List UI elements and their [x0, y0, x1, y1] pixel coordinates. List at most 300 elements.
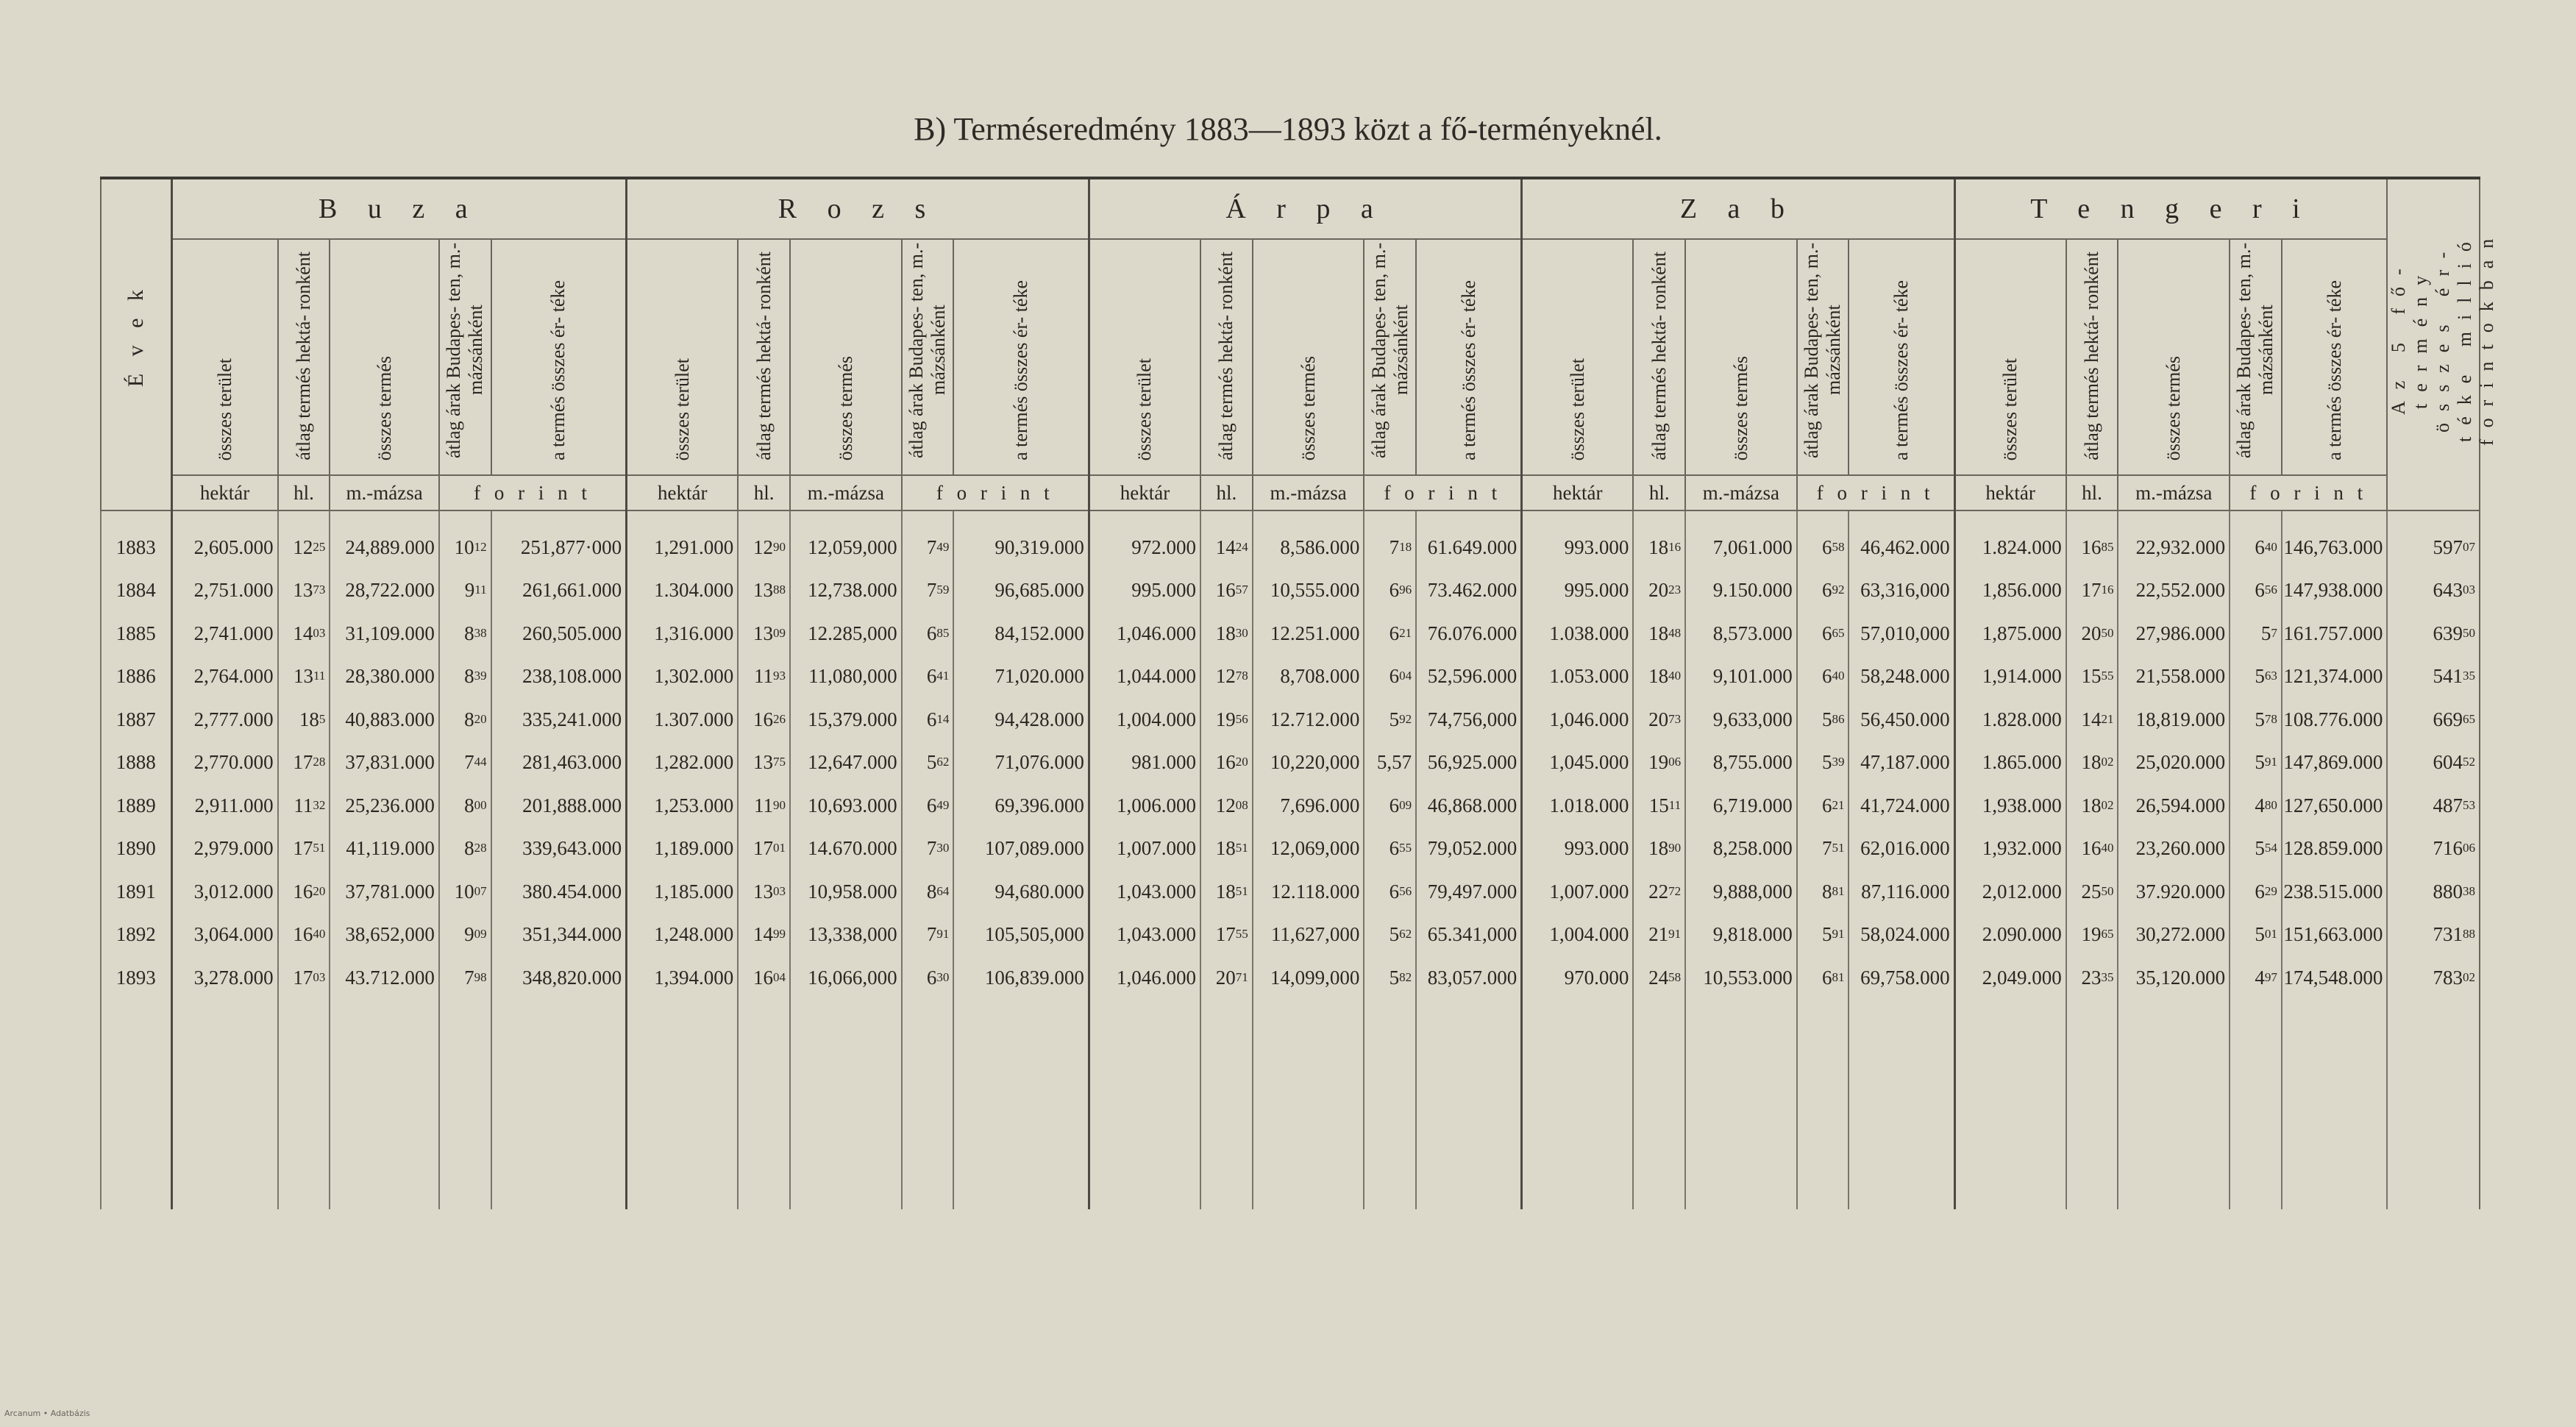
rozs-area-header [627, 239, 739, 475]
buza-area-cell: 2,605.000 [171, 510, 278, 569]
zab-area-cell: 1,007.000 [1522, 870, 1634, 914]
group-header-row [101, 178, 2480, 239]
arpa-avg-price-cell: $5^{62}$ [1364, 914, 1416, 957]
zab-avg-yield-cell: $18^{16}$ [1633, 510, 1685, 569]
table-row [101, 569, 2480, 613]
rozs-avg-price-cell: $6^{14}$ [902, 698, 954, 741]
tengeri-avg-yield-cell: $18^{02}$ [2066, 741, 2118, 785]
rozs-area-cell: 1,248.000 [627, 914, 739, 957]
buza-unit-forint: f o r i n t [439, 475, 627, 510]
arpa-total-yield-cell: 14,099,000 [1253, 956, 1365, 1000]
arpa-total-yield-cell: 12.251.000 [1253, 612, 1365, 655]
buza-avg-price-cell: $8^{28}$ [439, 828, 491, 871]
zab-total-value-cell: 57,010,000 [1849, 612, 1954, 655]
arpa-avg-price-cell: $6^{55}$ [1364, 828, 1416, 871]
zab-total-value-cell: 62,016.000 [1849, 828, 1954, 871]
zab-avg-price-cell: $6^{81}$ [1797, 956, 1849, 1000]
buza-total-yield-cell: 37,781.000 [330, 870, 439, 914]
scan-watermark: Arcanum • Adatbázis [4, 1409, 90, 1418]
arpa-total-value-cell: 79,497.000 [1416, 870, 1522, 914]
rozs-avg-yield-cell: $16^{26}$ [738, 698, 790, 741]
rozs-total-value-cell: 94,428.000 [953, 698, 1089, 741]
total-value-cell: $643^{03}$ [2387, 569, 2480, 613]
rozs-avg-price-cell: $7^{91}$ [902, 914, 954, 957]
rozs-avg-price-cell: $7^{30}$ [902, 828, 954, 871]
rozs-avg-yield-cell: $17^{01}$ [738, 828, 790, 871]
table-row [101, 914, 2480, 957]
page-title: B) Terméseredmény 1883—1893 közt a fő-terményeknél. [914, 111, 1662, 147]
column-header-label: átlag árak Budapes- ten, m.-mázsánként [443, 242, 487, 458]
arpa-avg-price-cell: $6^{21}$ [1364, 612, 1416, 655]
total-value-cell: $669^{65}$ [2387, 698, 2480, 741]
arpa-avg-price-cell: 5,57 [1364, 741, 1416, 785]
rozs-avg-yield-cell: $13^{03}$ [738, 870, 790, 914]
empty-cell [1364, 1000, 1416, 1209]
tengeri-avg-price-cell: $6^{40}$ [2230, 510, 2282, 569]
zab-area-cell: 1.038.000 [1522, 612, 1634, 655]
rozs-total-yield-cell: 14.670.000 [790, 828, 902, 871]
arpa-total-value-cell: 79,052.000 [1416, 828, 1522, 871]
zab-avg-price-cell: $6^{65}$ [1797, 612, 1849, 655]
zab-avg-yield-cell: $22^{72}$ [1633, 870, 1685, 914]
buza-area-cell: 2,979.000 [171, 828, 278, 871]
tengeri-avg-price-cell: $6^{56}$ [2230, 569, 2282, 613]
buza-avg-price-cell: $9^{11}$ [439, 569, 491, 613]
arpa-avg-price-cell: $5^{92}$ [1364, 698, 1416, 741]
arpa-total-value-cell: 56,925.000 [1416, 741, 1522, 785]
arpa-total-value-cell: 73.462.000 [1416, 569, 1522, 613]
rozs-avg-price-cell: $7^{49}$ [902, 510, 954, 569]
buza-avg-yield-cell: $11^{32}$ [278, 784, 330, 828]
tengeri-total-value-cell: 127,650.000 [2282, 784, 2388, 828]
rozs-total-yield-cell: 12,738.000 [790, 569, 902, 613]
tengeri-total-value-cell: 238.515.000 [2282, 870, 2388, 914]
rozs-total-value-cell: 71,020.000 [953, 655, 1089, 699]
arpa-avg-yield-cell: $16^{20}$ [1200, 741, 1253, 785]
buza-area-cell: 3,012.000 [171, 870, 278, 914]
empty-cell [627, 1000, 739, 1209]
rozs-area-cell: 1,316.000 [627, 612, 739, 655]
arpa-area-cell: 1,006.000 [1089, 784, 1200, 828]
year-cell: 1885 [101, 612, 171, 655]
tengeri-area-cell: 1,875.000 [1954, 612, 2066, 655]
zab-area-header [1522, 239, 1634, 475]
empty-cell [171, 1000, 278, 1209]
zab-avg-price-cell: $5^{39}$ [1797, 741, 1849, 785]
buza-area-cell: 2,770.000 [171, 741, 278, 785]
tengeri-total-yield-cell: 18,819.000 [2118, 698, 2230, 741]
empty-cell [1200, 1000, 1253, 1209]
tengeri-avg-yield-cell: $16^{85}$ [2066, 510, 2118, 569]
year-cell: 1888 [101, 741, 171, 785]
arpa-avg-yield-cell: $12^{08}$ [1200, 784, 1253, 828]
arpa-avg-yield-cell: $16^{57}$ [1200, 569, 1253, 613]
tengeri-avg-yield-cell: $23^{35}$ [2066, 956, 2118, 1000]
arpa-area-cell: 972.000 [1089, 510, 1200, 569]
rozs-area-cell: 1,394.000 [627, 956, 739, 1000]
years-header: É v e k [123, 284, 148, 388]
total-value-cell: $604^{52}$ [2387, 741, 2480, 785]
rozs-total-value-header [953, 239, 1089, 475]
zab-total-value-cell: 58,024.000 [1849, 914, 1954, 957]
buza-avg-yield-cell: $16^{40}$ [278, 914, 330, 957]
filler-row [101, 1000, 2480, 1209]
rozs-total-yield-cell: 11,080,000 [790, 655, 902, 699]
rozs-total-yield-cell: 12,647.000 [790, 741, 902, 785]
column-header-label: összes terület [1999, 357, 2021, 460]
tengeri-avg-yield-cell: $18^{02}$ [2066, 784, 2118, 828]
tengeri-avg-price-cell: $4^{80}$ [2230, 784, 2282, 828]
rozs-avg-price-cell: $5^{62}$ [902, 741, 954, 785]
empty-cell [439, 1000, 491, 1209]
buza-total-yield-cell: 24,889.000 [330, 510, 439, 569]
buza-total-yield-cell: 40,883.000 [330, 698, 439, 741]
zab-total-yield-cell: 10,553.000 [1685, 956, 1797, 1000]
total-value-cell: $783^{02}$ [2387, 956, 2480, 1000]
zab-avg-price-header [1797, 239, 1849, 475]
tengeri-total-yield-cell: 22,932.000 [2118, 510, 2230, 569]
zab-total-yield-cell: 9,818.000 [1685, 914, 1797, 957]
buza-avg-price-cell: $8^{38}$ [439, 612, 491, 655]
total-value-header-cell [2387, 178, 2498, 510]
tengeri-avg-price-cell: $5^{54}$ [2230, 828, 2282, 871]
rozs-avg-yield-cell: $13^{09}$ [738, 612, 790, 655]
zab-total-value-cell: 46,462.000 [1849, 510, 1954, 569]
column-header-label: összes termés [2163, 355, 2185, 460]
buza-area-cell: 2,777.000 [171, 698, 278, 741]
zab-area-cell: 1.053.000 [1522, 655, 1634, 699]
arpa-total-yield-cell: 7,696.000 [1253, 784, 1365, 828]
zab-avg-yield-header [1633, 239, 1685, 475]
empty-cell [278, 1000, 330, 1209]
buza-total-value-header [491, 239, 627, 475]
buza-total-yield-cell: 37,831.000 [330, 741, 439, 785]
rozs-avg-price-cell: $6^{30}$ [902, 956, 954, 1000]
column-header-label: összes terület [213, 357, 235, 460]
arpa-total-yield-cell: 8,586.000 [1253, 510, 1365, 569]
zab-avg-yield-cell: $24^{58}$ [1633, 956, 1685, 1000]
table-row [101, 655, 2480, 699]
rozs-unit-hektar: hektár [627, 475, 739, 510]
arpa-area-cell: 981.000 [1089, 741, 1200, 785]
buza-total-yield-cell: 38,652,000 [330, 914, 439, 957]
buza-avg-yield-header [278, 239, 330, 475]
column-header-label: összes terület [671, 357, 693, 460]
rozs-total-yield-header [790, 239, 902, 475]
zab-avg-yield-cell: $20^{73}$ [1633, 698, 1685, 741]
buza-total-value-cell: 260,505.000 [491, 612, 627, 655]
buza-unit-mmazsa: m.-mázsa [330, 475, 439, 510]
rozs-avg-yield-cell: $13^{75}$ [738, 741, 790, 785]
buza-total-value-cell: 251,877·000 [491, 510, 627, 569]
column-header-row [101, 239, 2480, 475]
zab-total-yield-cell: 7,061.000 [1685, 510, 1797, 569]
tengeri-total-value-header [2282, 239, 2388, 475]
rozs-total-yield-cell: 10,958.000 [790, 870, 902, 914]
tengeri-avg-yield-cell: $25^{50}$ [2066, 870, 2118, 914]
tengeri-total-value-cell: 174,548.000 [2282, 956, 2388, 1000]
tengeri-area-cell: 2,049.000 [1954, 956, 2066, 1000]
buza-total-value-cell: 335,241.000 [491, 698, 627, 741]
arpa-total-value-cell: 52,596.000 [1416, 655, 1522, 699]
column-header-label: összes termés [1297, 355, 1319, 460]
zab-total-value-cell: 56,450.000 [1849, 698, 1954, 741]
tengeri-total-yield-cell: 35,120.000 [2118, 956, 2230, 1000]
zab-total-yield-header [1685, 239, 1797, 475]
arpa-avg-price-cell: $6^{09}$ [1364, 784, 1416, 828]
rozs-total-value-cell: 90,319.000 [953, 510, 1089, 569]
empty-cell [790, 1000, 902, 1209]
zab-area-cell: 993.000 [1522, 828, 1634, 871]
rozs-avg-yield-cell: $14^{99}$ [738, 914, 790, 957]
empty-cell [953, 1000, 1089, 1209]
rozs-avg-price-cell: $6^{49}$ [902, 784, 954, 828]
buza-avg-yield-cell: $16^{20}$ [278, 870, 330, 914]
column-header-label: átlag termés hektá- ronként [2081, 252, 2103, 460]
rozs-avg-price-cell: $6^{85}$ [902, 612, 954, 655]
arpa-area-cell: 1,043.000 [1089, 870, 1200, 914]
rozs-total-value-cell: 106,839.000 [953, 956, 1089, 1000]
zab-area-cell: 993.000 [1522, 510, 1634, 569]
empty-cell [2230, 1000, 2282, 1209]
tengeri-unit-hl: hl. [2066, 475, 2118, 510]
buza-avg-price-cell: $10^{12}$ [439, 510, 491, 569]
tengeri-total-yield-cell: 22,552.000 [2118, 569, 2230, 613]
rozs-total-value-cell: 105,505,000 [953, 914, 1089, 957]
buza-total-value-cell: 281,463.000 [491, 741, 627, 785]
total-value-cell: $487^{53}$ [2387, 784, 2480, 828]
tengeri-total-value-cell: 151,663.000 [2282, 914, 2388, 957]
rozs-total-yield-cell: 12,059,000 [790, 510, 902, 569]
rozs-avg-yield-header [738, 239, 790, 475]
rozs-total-yield-cell: 12.285,000 [790, 612, 902, 655]
rozs-avg-yield-cell: $16^{04}$ [738, 956, 790, 1000]
buza-total-value-cell: 238,108.000 [491, 655, 627, 699]
empty-cell [1416, 1000, 1522, 1209]
tengeri-total-yield-cell: 30,272.000 [2118, 914, 2230, 957]
buza-avg-price-cell: $9^{09}$ [439, 914, 491, 957]
tengeri-total-value-cell: 108.776.000 [2282, 698, 2388, 741]
buza-total-value-cell: 201,888.000 [491, 784, 627, 828]
arpa-avg-price-header [1364, 239, 1416, 475]
tengeri-avg-price-header [2230, 239, 2282, 475]
buza-total-yield-cell: 31,109.000 [330, 612, 439, 655]
empty-cell [738, 1000, 790, 1209]
zab-unit-forint: f o r i n t [1797, 475, 1954, 510]
tengeri-area-cell: 2,012.000 [1954, 870, 2066, 914]
empty-cell [2387, 1000, 2480, 1209]
zab-avg-price-cell: $6^{21}$ [1797, 784, 1849, 828]
zab-area-cell: 1,046.000 [1522, 698, 1634, 741]
arpa-area-cell: 1,046.000 [1089, 956, 1200, 1000]
buza-area-cell: 2,911.000 [171, 784, 278, 828]
empty-cell [1954, 1000, 2066, 1209]
buza-total-yield-cell: 43.712.000 [330, 956, 439, 1000]
buza-avg-price-cell: $7^{98}$ [439, 956, 491, 1000]
tengeri-avg-yield-cell: $14^{21}$ [2066, 698, 2118, 741]
buza-area-cell: 2,741.000 [171, 612, 278, 655]
tengeri-total-value-cell: 147,869.000 [2282, 741, 2388, 785]
tengeri-avg-yield-cell: $16^{40}$ [2066, 828, 2118, 871]
arpa-total-value-header [1416, 239, 1522, 475]
buza-total-yield-cell: 28,722.000 [330, 569, 439, 613]
total-value-cell: $597^{07}$ [2387, 510, 2480, 569]
tengeri-unit-hektar: hektár [1954, 475, 2066, 510]
empty-cell [1089, 1000, 1200, 1209]
group-header-zab: Z a b [1522, 178, 1954, 239]
empty-cell [491, 1000, 627, 1209]
year-cell: 1886 [101, 655, 171, 699]
column-header-label: átlag termés hektá- ronként [1215, 252, 1237, 460]
tengeri-area-header [1954, 239, 2066, 475]
rozs-total-yield-cell: 15,379.000 [790, 698, 902, 741]
table-row [101, 956, 2480, 1000]
zab-area-cell: 1,004.000 [1522, 914, 1634, 957]
tengeri-total-value-cell: 146,763.000 [2282, 510, 2388, 569]
unit-header-row [101, 475, 2480, 510]
column-header-label: összes termés [834, 355, 856, 460]
arpa-area-cell: 1,007.000 [1089, 828, 1200, 871]
zab-avg-yield-cell: $20^{23}$ [1633, 569, 1685, 613]
zab-total-value-cell: 69,758.000 [1849, 956, 1954, 1000]
buza-total-value-cell: 261,661.000 [491, 569, 627, 613]
tengeri-area-cell: 2.090.000 [1954, 914, 2066, 957]
arpa-avg-price-cell: $5^{82}$ [1364, 956, 1416, 1000]
arpa-avg-yield-cell: $19^{56}$ [1200, 698, 1253, 741]
arpa-total-value-cell: 83,057.000 [1416, 956, 1522, 1000]
arpa-total-value-cell: 76.076.000 [1416, 612, 1522, 655]
tengeri-total-yield-cell: 26,594.000 [2118, 784, 2230, 828]
tengeri-avg-yield-cell: $15^{55}$ [2066, 655, 2118, 699]
rozs-total-value-cell: 84,152.000 [953, 612, 1089, 655]
buza-total-value-cell: 380.454.000 [491, 870, 627, 914]
zab-total-yield-cell: 9,101.000 [1685, 655, 1797, 699]
arpa-total-yield-cell: 8,708.000 [1253, 655, 1365, 699]
rozs-total-value-cell: 94,680.000 [953, 870, 1089, 914]
empty-cell [1797, 1000, 1849, 1209]
column-header-label: átlag termés hektá- ronként [752, 252, 775, 460]
buza-area-cell: 2,764.000 [171, 655, 278, 699]
zab-avg-price-cell: $6^{92}$ [1797, 569, 1849, 613]
tengeri-unit-forint: f o r i n t [2230, 475, 2387, 510]
zab-avg-yield-cell: $15^{11}$ [1633, 784, 1685, 828]
empty-cell [1685, 1000, 1797, 1209]
rozs-area-cell: 1.304.000 [627, 569, 739, 613]
buza-total-value-cell: 348,820.000 [491, 956, 627, 1000]
arpa-total-yield-cell: 10,220,000 [1253, 741, 1365, 785]
buza-total-value-cell: 351,344.000 [491, 914, 627, 957]
tengeri-avg-price-cell: $5^{01}$ [2230, 914, 2282, 957]
buza-avg-yield-cell: $17^{03}$ [278, 956, 330, 1000]
tengeri-avg-yield-cell: $20^{50}$ [2066, 612, 2118, 655]
empty-cell [1633, 1000, 1685, 1209]
buza-avg-yield-cell: $14^{03}$ [278, 612, 330, 655]
buza-avg-price-cell: $7^{44}$ [439, 741, 491, 785]
zab-avg-yield-cell: $18^{40}$ [1633, 655, 1685, 699]
rozs-area-cell: 1,291.000 [627, 510, 739, 569]
buza-avg-yield-cell: $13^{73}$ [278, 569, 330, 613]
year-cell: 1887 [101, 698, 171, 741]
table-row [101, 698, 2480, 741]
arpa-total-yield-cell: 12,069,000 [1253, 828, 1365, 871]
buza-area-cell: 2,751.000 [171, 569, 278, 613]
arpa-avg-price-cell: $7^{18}$ [1364, 510, 1416, 569]
buza-avg-price-cell: $8^{20}$ [439, 698, 491, 741]
zab-area-cell: 970.000 [1522, 956, 1634, 1000]
tengeri-area-cell: 1,914.000 [1954, 655, 2066, 699]
zab-total-yield-cell: 6,719.000 [1685, 784, 1797, 828]
empty-cell [330, 1000, 439, 1209]
column-header-label: összes termés [1729, 355, 1751, 460]
table-row [101, 828, 2480, 871]
tengeri-total-yield-cell: 37.920.000 [2118, 870, 2230, 914]
zab-avg-price-cell: $8^{81}$ [1797, 870, 1849, 914]
buza-area-cell: 3,064.000 [171, 914, 278, 957]
table-row [101, 612, 2480, 655]
buza-avg-yield-cell: $13^{11}$ [278, 655, 330, 699]
column-header-label: összes terület [1566, 357, 1588, 460]
tengeri-total-value-cell: 161.757.000 [2282, 612, 2388, 655]
arpa-avg-yield-cell: $12^{78}$ [1200, 655, 1253, 699]
tengeri-avg-price-cell: $5^{91}$ [2230, 741, 2282, 785]
rozs-unit-hl: hl. [738, 475, 790, 510]
arpa-total-yield-cell: 10,555.000 [1253, 569, 1365, 613]
table-row [101, 741, 2480, 785]
zab-total-yield-cell: 9.150.000 [1685, 569, 1797, 613]
rozs-unit-forint: f o r i n t [902, 475, 1089, 510]
arpa-avg-yield-cell: $20^{71}$ [1200, 956, 1253, 1000]
total-value-cell: $639^{50}$ [2387, 612, 2480, 655]
column-header-label: átlag árak Budapes- ten, m.-mázsánként [2233, 242, 2277, 458]
buza-total-value-cell: 339,643.000 [491, 828, 627, 871]
zab-total-value-header [1849, 239, 1954, 475]
tengeri-area-cell: 1,932.000 [1954, 828, 2066, 871]
empty-cell [1522, 1000, 1634, 1209]
buza-total-yield-cell: 25,236.000 [330, 784, 439, 828]
arpa-total-value-cell: 61.649.000 [1416, 510, 1522, 569]
arpa-total-value-cell: 74,756,000 [1416, 698, 1522, 741]
rozs-area-cell: 1.307.000 [627, 698, 739, 741]
tengeri-total-yield-cell: 27,986.000 [2118, 612, 2230, 655]
tengeri-area-cell: 1.828.000 [1954, 698, 2066, 741]
zab-avg-yield-cell: $18^{48}$ [1633, 612, 1685, 655]
rozs-total-yield-cell: 16,066,000 [790, 956, 902, 1000]
table-row [101, 784, 2480, 828]
tengeri-avg-price-cell: $5^7$ [2230, 612, 2282, 655]
arpa-total-value-cell: 65.341,000 [1416, 914, 1522, 957]
rozs-total-value-cell: 69,396.000 [953, 784, 1089, 828]
buza-avg-price-cell: $8^{00}$ [439, 784, 491, 828]
buza-area-cell: 3,278.000 [171, 956, 278, 1000]
empty-cell [1849, 1000, 1954, 1209]
tengeri-unit-mmazsa: m.-mázsa [2118, 475, 2230, 510]
year-cell: 1893 [101, 956, 171, 1000]
total-value-header: Az 5 fő-termény összes ér- téke millió forintokban [2388, 226, 2498, 446]
arpa-unit-mmazsa: m.-mázsa [1253, 475, 1365, 510]
arpa-total-yield-cell: 12.118.000 [1253, 870, 1365, 914]
empty-cell [2118, 1000, 2230, 1209]
rozs-avg-yield-cell: $13^{88}$ [738, 569, 790, 613]
arpa-unit-forint: f o r i n t [1364, 475, 1521, 510]
buza-unit-hektar: hektár [171, 475, 278, 510]
zab-area-cell: 1,045.000 [1522, 741, 1634, 785]
buza-unit-hl: hl. [278, 475, 330, 510]
total-value-cell: $731^{88}$ [2387, 914, 2480, 957]
arpa-area-cell: 1,043.000 [1089, 914, 1200, 957]
empty-cell [101, 1000, 171, 1209]
zab-total-yield-cell: 8,258.000 [1685, 828, 1797, 871]
rozs-avg-yield-cell: $12^{90}$ [738, 510, 790, 569]
